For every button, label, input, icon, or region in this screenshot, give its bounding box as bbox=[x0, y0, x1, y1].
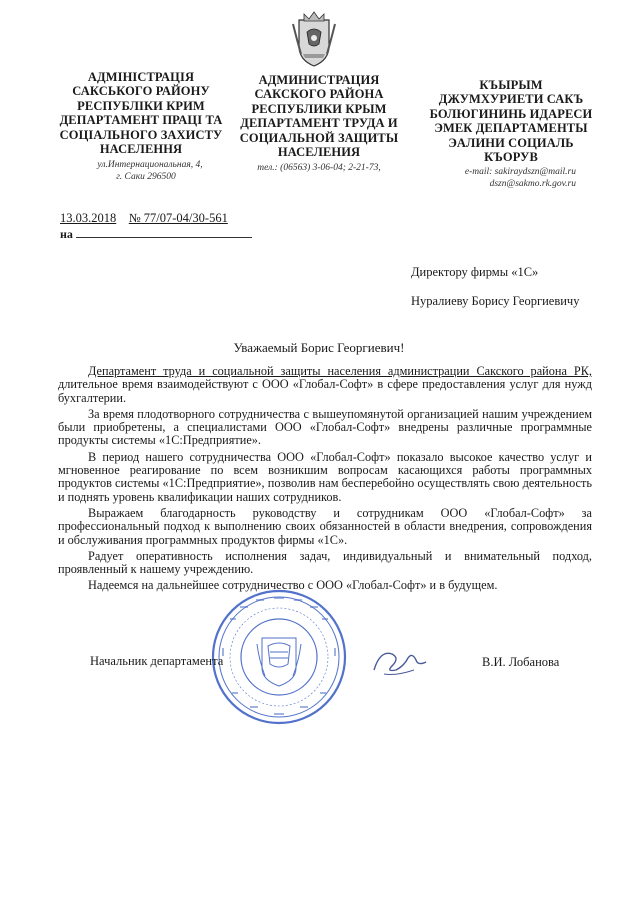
header-left-title bbox=[58, 70, 224, 156]
header-right-line: ЭАЛИНИ СОЦИАЛЬ bbox=[448, 135, 574, 150]
header-right-line: КЪЫРЫМ bbox=[479, 78, 543, 92]
header-right-email: e-mail: sakiraydszn@mail.ru bbox=[464, 167, 576, 178]
registration-line bbox=[60, 211, 228, 226]
reference-line bbox=[60, 227, 252, 242]
header-right-line: ДЖУМХУРИЕТИ САКЪ bbox=[438, 92, 584, 107]
header-right-line: КЪОРУВ bbox=[484, 150, 538, 165]
header-left-line: РЕСПУБЛІКИ КРИМ bbox=[77, 98, 205, 113]
header-left-line: СОЦІАЛЬНОГО ЗАХИСТУ bbox=[59, 127, 223, 142]
header-middle-line: НАСЕЛЕНИЯ bbox=[277, 145, 361, 160]
body-paragraph-underlined: Департамент труда и социальной защиты населения администрации Сакского района РК, bbox=[88, 364, 592, 378]
header-middle-line: АДМИНИСТРАЦИЯ bbox=[258, 73, 380, 87]
header-left-line: САКСЬКОГО РАЙОНУ bbox=[72, 84, 210, 99]
header-right-title bbox=[416, 78, 606, 164]
reference-blank bbox=[76, 227, 252, 238]
header-left-address: ул.Интернациональная, 4, bbox=[97, 160, 203, 171]
body-paragraph: Выражаем благодарность руководству и сотрудникам ООО «Глобал-Софт» за профессиональный подход к выполнению своих обязанностей в области внедрения, сопровождения и обслуживания программных продуктов фирмы «1С». bbox=[58, 505, 592, 547]
greeting: Уважаемый Борис Георгиевич! bbox=[233, 340, 405, 355]
header-right-email-2: dszn@sakmo.rk.gov.ru bbox=[489, 178, 576, 189]
reference-label: на bbox=[60, 227, 73, 241]
header-left-line: НАСЕЛЕННЯ bbox=[99, 142, 183, 157]
header-left-line: АДМІНІСТРАЦІЯ bbox=[87, 70, 195, 84]
coat-of-arms-emblem bbox=[291, 10, 337, 68]
body-paragraph: В период нашего сотрудничества ООО «Глобал-Софт» показало высокое качество услуг и мгновенное реагирование по всем возникшим вопросам касающихся работы программных продуктов системы «1С:Предприятие», позволив нам бесперебойно осуществлять свою деятельность и поднять уровень квалификации наших сотрудников. bbox=[58, 449, 592, 504]
header-middle-line: ДЕПАРТАМЕНТ ТРУДА И bbox=[240, 116, 398, 131]
body-paragraph bbox=[58, 365, 592, 405]
handwritten-signature bbox=[370, 640, 430, 680]
header-middle-phone: тел.: (06563) 3-06-04; 2-21-73, bbox=[257, 163, 381, 174]
addressee-name: Нуралиеву Борису Георгиевичу bbox=[411, 294, 580, 308]
header-middle-title bbox=[226, 73, 412, 159]
header-left-city: г. Саки 296500 bbox=[116, 171, 176, 182]
header-middle-line: САКСКОГО РАЙОНА bbox=[254, 87, 384, 102]
official-stamp-seal bbox=[210, 588, 348, 726]
letter-body bbox=[58, 365, 592, 596]
header-middle-line: РЕСПУБЛИКИ КРЫМ bbox=[251, 101, 387, 116]
addressee-position: Директору фирмы «1С» bbox=[411, 265, 539, 279]
header-middle-line: СОЦИАЛЬНОЙ ЗАЩИТЫ bbox=[239, 130, 399, 145]
header-right-line: БОЛЮГИНИНЬ ИДАРЕСИ bbox=[429, 106, 593, 121]
header-left-column bbox=[58, 70, 224, 183]
signatory-name: В.И. Лобанова bbox=[482, 655, 560, 669]
header-middle-column bbox=[226, 73, 412, 175]
registration-number: № 77/07-04/30-561 bbox=[128, 211, 228, 225]
header-right-line: ЭМЕК ДЕПАРТАМЕНТЫ bbox=[434, 121, 588, 136]
header-right-column bbox=[416, 78, 606, 190]
registration-date: 13.03.2018 bbox=[60, 211, 117, 225]
body-paragraph: За время плодотворного сотрудничества с вышеупомянутой организацией нашим учреждением были приобретены, а специалистами ООО «Глобал-Софт» внедрены различные программные продукты системы «1С:Предприятие». bbox=[58, 406, 592, 448]
signatory-title: Начальник департамента bbox=[90, 654, 224, 668]
body-paragraph: Радует оперативность исполнения задач, индивидуальный и внимательный подход, проявленный к нашему учреждению. bbox=[58, 548, 592, 577]
body-paragraph: Надеемся на дальнейшее сотрудничество с ООО «Глобал-Софт» и в будущем. bbox=[88, 578, 498, 593]
header-left-line: ДЕПАРТАМЕНТ ПРАЦІ ТА bbox=[59, 113, 223, 128]
body-paragraph-text: длительное время взаимодействуют с ООО «Глобал-Софт» в сфере предоставления услуг для нужд бухгалтерии. bbox=[58, 377, 592, 405]
